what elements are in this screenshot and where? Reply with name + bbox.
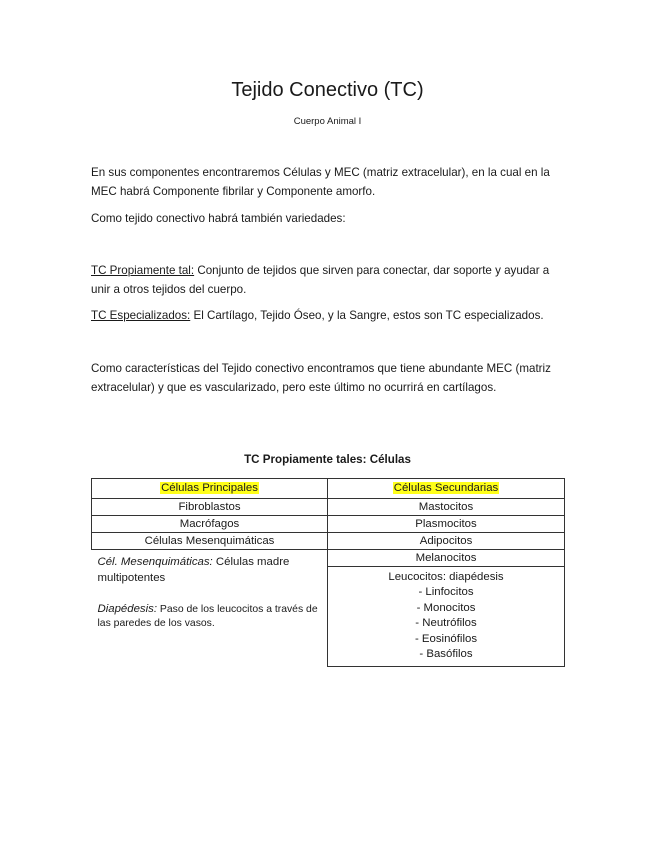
table-header-row (92, 479, 565, 499)
cell-secundaria: Mastocitos (328, 499, 565, 516)
cell-secundaria: Melanocitos (328, 550, 565, 567)
table-row (92, 499, 565, 516)
table-row (92, 516, 565, 533)
header-secundarias: Células Secundarias (328, 479, 565, 499)
cell-leucocitos (328, 567, 565, 667)
table-row (92, 550, 565, 567)
list-item: - Neutrófilos (415, 617, 477, 630)
cell-principal: Células Mesenquimáticas (92, 533, 328, 550)
glossary-diapedesis: Diapédesis: Paso de los leucocitos a través de las paredes de los vasos. (97, 603, 318, 629)
intro-paragraph: En sus componentes encontraremos Células y MEC (matriz extracelular), en la cual en la MEC habrá Componente fibrilar y Componente amorfo. (91, 166, 550, 198)
cell-principal: Macrófagos (92, 516, 328, 533)
cell-principal: Fibroblastos (92, 499, 328, 516)
list-item: - Linfocitos (418, 586, 474, 599)
varieties-intro: Como tejido conectivo habrá también variedades: (91, 212, 346, 225)
tc-propiamente-tal-text: Conjunto de tejidos que sirven para conectar, dar soporte y ayudar a unir a otros tejidos del cuerpo. (91, 264, 550, 296)
list-item: - Eosinófilos (414, 632, 478, 645)
glossary-note (92, 550, 328, 667)
table-title: TC Propiamente tales: Células (244, 453, 411, 466)
leucocitos-label: Leucocitos: diapédesis (388, 571, 504, 583)
list-item: - Basófilos (419, 648, 473, 661)
cells-table (91, 478, 565, 667)
tc-propiamente-tal-paragraph (91, 262, 571, 299)
list-item: - Monocitos (416, 601, 476, 614)
characteristics-paragraph: Como características del Tejido conectivo encontramos que tiene abundante MEC (matriz extracelular) y que es vascularizado, pero este último no ocurrirá en cartílagos. (91, 362, 551, 394)
document-subtitle: Cuerpo Animal I (293, 116, 362, 127)
tc-especializados-term: TC Especializados: (91, 309, 191, 322)
table-row (92, 533, 565, 550)
header-principales: Células Principales (92, 479, 328, 499)
cell-secundaria: Plasmocitos (328, 516, 565, 533)
tc-especializados-paragraph (91, 307, 571, 326)
tc-especializados-text: El Cartílago, Tejido Óseo, y la Sangre, estos son TC especializados. (190, 309, 544, 322)
document-title: Tejido Conectivo (TC) (231, 79, 424, 101)
tc-propiamente-tal-term: TC Propiamente tal: (91, 264, 195, 277)
glossary-mesenquimaticas: Cél. Mesenquimáticas: Células madre multipotentes (97, 556, 290, 584)
cell-secundaria: Adipocitos (328, 533, 565, 550)
